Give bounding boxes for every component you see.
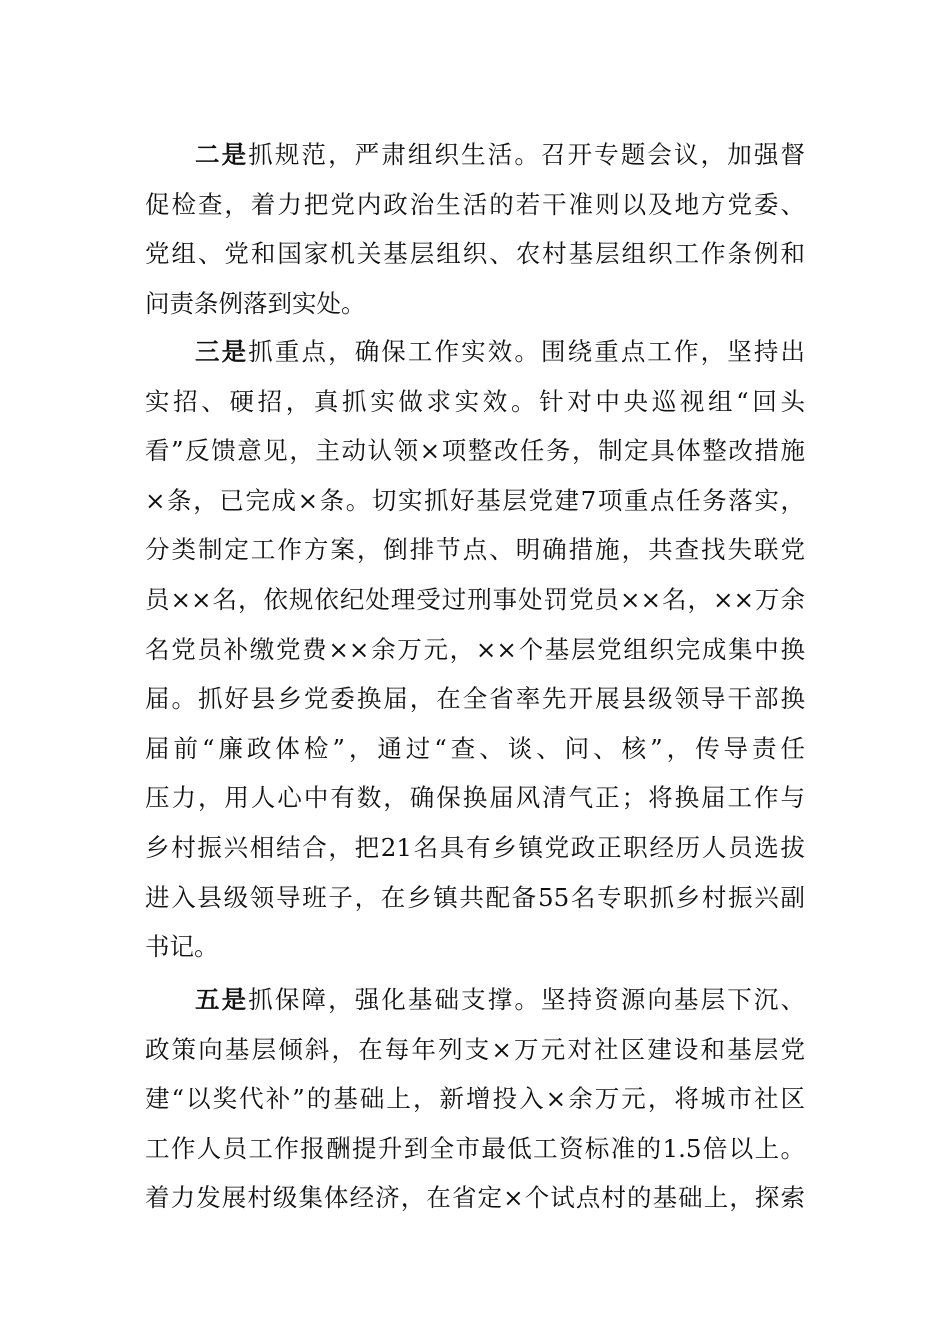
paragraph-line: 乡村振兴相结合，把21名具有乡镇党政正职经历人员选拔	[145, 832, 805, 862]
paragraph-line: 书记。	[145, 932, 219, 962]
paragraph-line: 党组、党和国家机关基层组织、农村基层组织工作条例和	[145, 239, 805, 269]
paragraph-line: ×条，已完成×条。切实抓好基层党建7项重点任务落实，	[145, 485, 805, 515]
paragraph-line: 实招、硬招，真抓实做求实效。针对中央巡视组“回头	[145, 386, 805, 416]
paragraph-line: 员××名，依规依纪处理受过刑事处罚党员××名，××万余	[145, 584, 805, 614]
paragraph-lead: 二是	[195, 140, 249, 169]
paragraph-line: 问责条例落到实处。	[145, 288, 366, 318]
paragraph-line	[145, 975, 805, 1025]
line-text: 抓规范，严肃组织生活。召开专题会议，加强督	[248, 140, 806, 169]
paragraph-line: 届。抓好县乡党委换届，在全省率先开展县级领导干部换	[145, 684, 805, 714]
paragraph-line: 看”反馈意见，主动认领×项整改任务，制定具体整改措施	[145, 436, 805, 466]
paragraph-line: 建“以奖代补”的基础上，新增投入×余万元，将城市社区	[145, 1084, 805, 1114]
paragraph-2	[145, 130, 805, 328]
line-text: 抓保障，强化基础支撑。坚持资源向基层下沉、	[248, 985, 806, 1014]
paragraph-line	[145, 327, 805, 377]
paragraph-lead: 三是	[195, 337, 249, 366]
paragraph-5	[145, 975, 805, 1223]
paragraph-line: 工作人员工作报酬提升到全市最低工资标准的1.5倍以上。	[145, 1133, 805, 1163]
paragraph-line: 压力，用人心中有数，确保换届风清气正；将换届工作与	[145, 783, 805, 813]
paragraph-line: 名党员补缴党费××余万元，××个基层党组织完成集中换	[145, 634, 805, 664]
paragraph-3	[145, 327, 805, 972]
paragraph-line: 进入县级领导班子，在乡镇共配备55名专职抓乡村振兴副	[145, 882, 805, 912]
paragraph-lead: 五是	[195, 985, 249, 1014]
paragraph-line: 分类制定工作方案，倒排节点、明确措施，共查找失联党	[145, 535, 805, 565]
paragraph-line: 着力发展村级集体经济，在省定×个试点村的基础上，探索	[145, 1183, 805, 1213]
paragraph-line: 促检查，着力把党内政治生活的若干准则以及地方党委、	[145, 189, 805, 219]
line-text: 抓重点，确保工作实效。围绕重点工作，坚持出	[248, 337, 806, 366]
paragraph-line: 政策向基层倾斜，在每年列支×万元对社区建设和基层党	[145, 1034, 805, 1064]
paragraph-line: 届前“廉政体检”，通过“查、谈、问、核”，传导责任	[145, 733, 805, 763]
paragraph-line	[145, 130, 805, 180]
